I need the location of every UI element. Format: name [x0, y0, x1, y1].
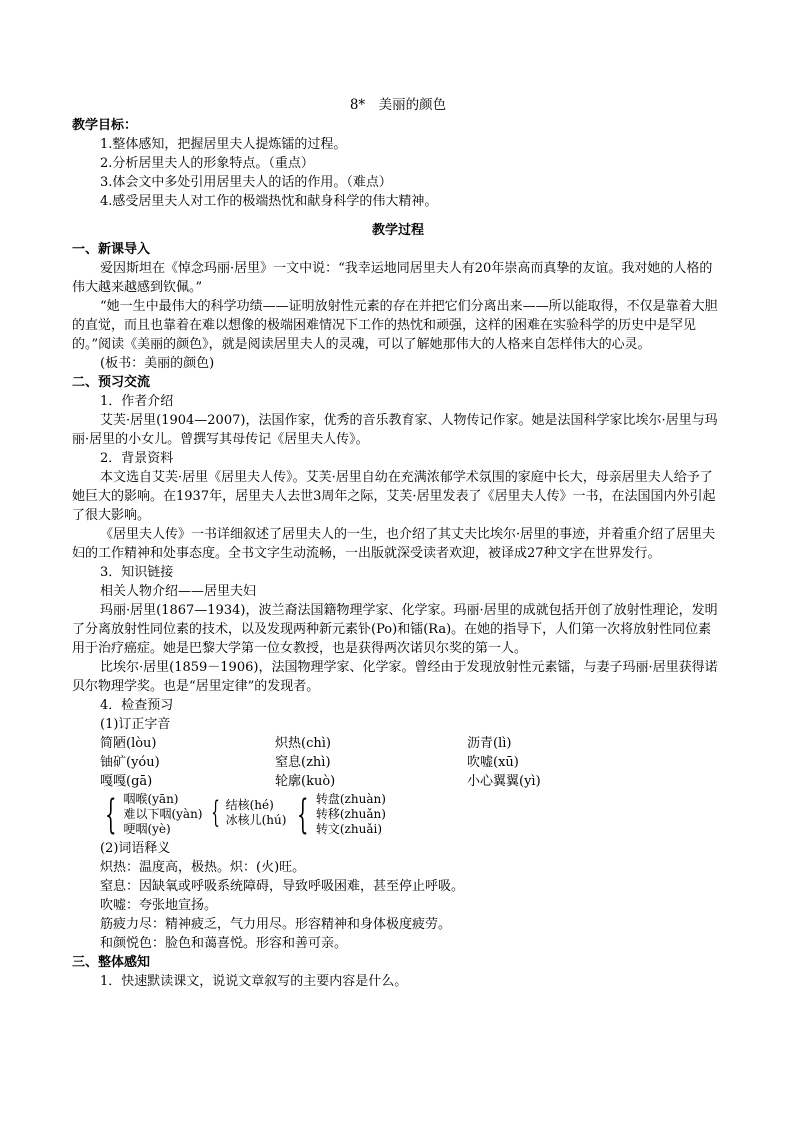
- pronunciation-row: [72, 772, 724, 791]
- vocab-heading: (2)词语释义: [100, 841, 171, 856]
- goals-heading: 教学目标：: [72, 118, 138, 133]
- polyphone-item: 咽喉(yān): [123, 792, 179, 806]
- vocab-item: 炽热：温度高，极热。炽：(火)旺。: [100, 860, 306, 875]
- intro-paragraph-1: 爱因斯坦在《悼念玛丽·居里》一文中说：“我幸运地同居里夫人有20年崇高而真挚的友谊。我对她的人格的伟大越来越感到钦佩。”: [72, 261, 713, 295]
- pronunciation-item: 轮廓(kuò): [275, 774, 336, 789]
- process-heading: 教学过程: [371, 223, 424, 238]
- pronunciation-item: 小心翼翼(yì): [467, 774, 541, 789]
- pronunciation-item: 吹嘘(xū): [467, 755, 519, 770]
- intro-paragraph-2: “她一生中最伟大的科学功绩——证明放射性元素的存在并把它们分离出来——所以能取得，不仅是靠着大胆的直觉，而且也靠着在难以想像的极端困难情况下工作的热忱和顽强，这样的困难在实验科学的历史中是罕见的。”阅读《美丽的颜色》，就是阅读居里夫人的灵魂，可以了解她那伟大的人格来自怎样伟大的心灵。: [72, 299, 718, 352]
- pronunciation-heading: (1)订正字音: [100, 717, 171, 732]
- polyphone-item: 难以下咽(yàn): [123, 807, 203, 821]
- polyphone-item: 冰核儿(hú): [225, 813, 287, 827]
- vocab-item: 筋疲力尽：精神疲乏，气力用尽。形容精神和身体极度疲劳。: [100, 917, 452, 932]
- pronunciation-item: 铀矿(yóu): [100, 755, 160, 770]
- polyphone-item: 转文(zhuǎi): [315, 822, 382, 836]
- polyphone-item: 结核(hé): [225, 798, 274, 812]
- left-brace: {: [211, 795, 221, 830]
- polyphone-group: [98, 792, 202, 837]
- subheading-check: 4．检查预习: [100, 698, 174, 713]
- overview-question: 1．快速默读课文，说说文章叙写的主要内容是什么。: [100, 974, 408, 989]
- background-paragraph-1: 本文选自艾芙·居里《居里夫人传》。艾芙·居里自幼在充满浓郁学术氛围的家庭中长大，母亲居里夫人给予了她巨大的影响。在1937年，居里夫人去世3周年之际，艾芙·居里发表了《居里夫人传》一书，在法国国内外引起了很大影响。: [72, 470, 716, 523]
- goal-item: 4.感受居里夫人对工作的极端热忱和献身科学的伟大精神。: [100, 194, 438, 209]
- subheading-background: 2．背景资料: [100, 451, 174, 466]
- pronunciation-item: 窒息(zhì): [275, 755, 331, 770]
- pronunciation-item: 嘎嘎(gā): [100, 774, 153, 789]
- polyphone-groups: [72, 792, 724, 837]
- goal-item: 1.整体感知，把握居里夫人提炼镭的过程。: [100, 137, 347, 152]
- polyphone-item: 哽咽(yè): [123, 822, 171, 836]
- polyphone-group: [206, 795, 287, 830]
- section-heading-intro: 一、新课导入: [72, 242, 151, 257]
- page-title: 8* 美丽的颜色: [349, 97, 447, 113]
- document-body: [72, 96, 724, 991]
- knowledge-intro: 相关人物介绍——居里夫妇: [100, 584, 257, 599]
- section-heading-preview: 二、预习交流: [72, 375, 151, 390]
- vocab-item: 窒息：因缺氧或呼吸系统障碍，导致呼吸困难，甚至停止呼吸。: [100, 879, 465, 894]
- left-brace: {: [297, 791, 309, 838]
- board-note: (板书：美丽的颜色): [100, 356, 215, 371]
- goal-item: 2.分析居里夫人的形象特点。（重点）: [100, 156, 314, 171]
- vocab-item: 和颜悦色：脸色和蔼喜悦。形容和善可亲。: [100, 936, 348, 951]
- subheading-author: 1．作者介绍: [100, 394, 174, 409]
- pronunciation-row: [72, 734, 724, 753]
- pierre-paragraph: 比埃尔·居里(1859－1906)，法国物理学家、化学家。曾经由于发现放射性元素镭，与妻子玛丽·居里获得诺贝尔物理学奖。也是“居里定律”的发现者。: [72, 660, 718, 694]
- vocab-item: 吹嘘：夸张地宣扬。: [100, 898, 218, 913]
- pronunciation-item: 简陋(lòu): [100, 736, 157, 751]
- section-heading-overview: 三、整体感知: [72, 955, 151, 970]
- pronunciation-item: 炽热(chì): [275, 736, 331, 751]
- pronunciation-item: 沥青(lì): [467, 736, 512, 751]
- marie-paragraph: 玛丽·居里(1867—1934)，波兰裔法国籍物理学家、化学家。玛丽·居里的成就包括开创了放射性理论，发明了分离放射性同位素的技术，以及发现两种新元素钋(Po)和镭(Ra)。在她的指导下，人们第一次将放射性同位素用于治疗癌症。她是巴黎大学第一位女教授，也是获得两次诺贝尔奖的第一人。: [72, 603, 718, 656]
- author-paragraph: 艾芙·居里(1904—2007)，法国作家，优秀的音乐教育家、人物传记作家。她是法国科学家比埃尔·居里与玛丽·居里的小女儿。曾撰写其母传记《居里夫人传》。: [72, 413, 718, 447]
- polyphone-item: 转移(zhuǎn): [315, 807, 386, 821]
- left-brace: {: [104, 791, 117, 838]
- pronunciation-row: [72, 753, 724, 772]
- goal-item: 3.体会文中多处引用居里夫人的话的作用。（难点）: [100, 175, 392, 190]
- polyphone-item: 转盘(zhuàn): [315, 792, 386, 806]
- polyphone-group: [290, 792, 385, 837]
- subheading-knowledge: 3．知识链接: [100, 565, 174, 580]
- background-paragraph-2: 《居里夫人传》一书详细叙述了居里夫人的一生，也介绍了其丈夫比埃尔·居里的事迹，并着重介绍了居里夫妇的工作精神和处事态度。全书文字生动流畅，一出版就深受读者欢迎，被译成27种文字在世界发行。: [72, 527, 716, 561]
